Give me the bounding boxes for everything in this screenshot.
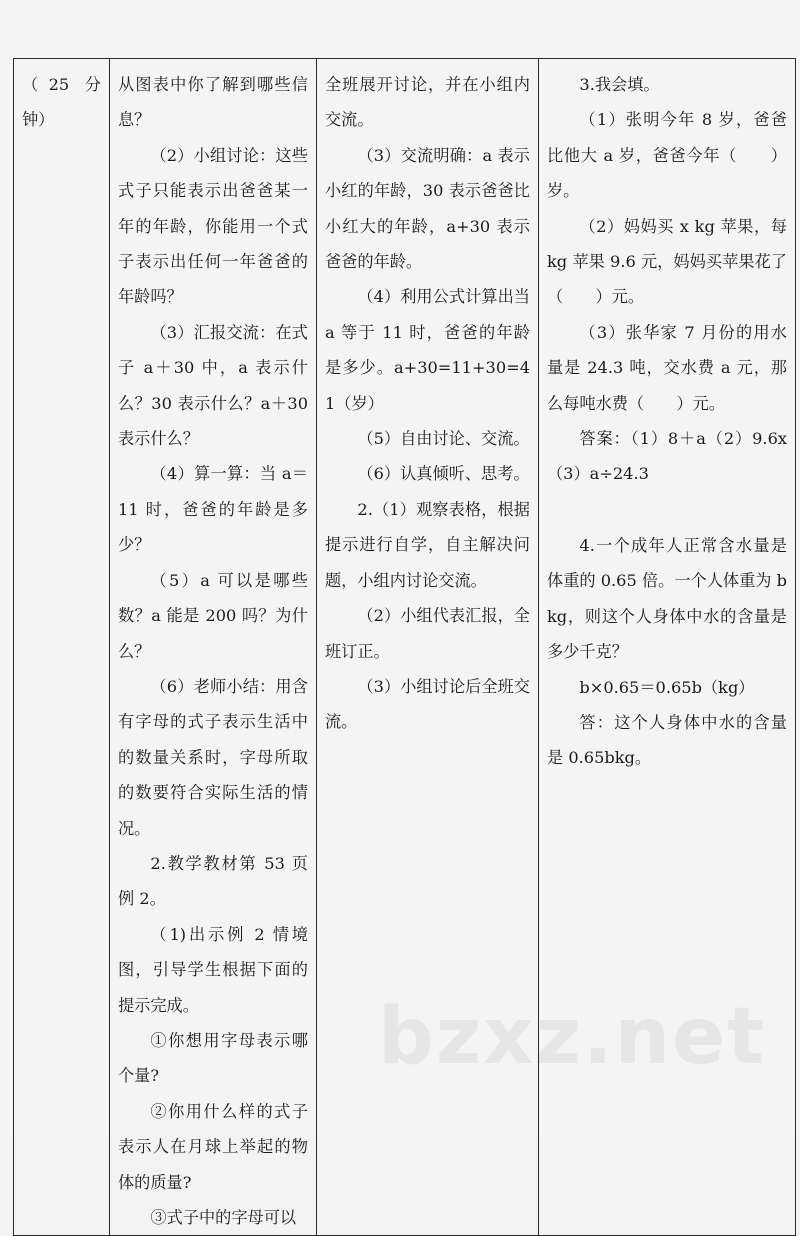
paragraph: （5）a 可以是哪些数？a 能是 200 吗？为什么？ [118, 570, 308, 661]
paragraph: （3）汇报交流：在式子 a＋30 中，a 表示什么？30 表示什么？a＋30 表示什么？ [118, 322, 308, 449]
paragraph: 全班展开讨论，并在小组内交流。 [325, 75, 530, 130]
time-label: （25 分钟） [22, 75, 101, 130]
paragraph: （6）认真倾听、思考。 [357, 464, 530, 484]
paragraph: （1)出示例 2 情境图，引导学生根据下面的提示完成。 [118, 924, 308, 1015]
paragraph: （3）张华家 7 月份的用水量是 24.3 吨，交水费 a 元，那么每吨水费（ ）元。 [547, 322, 787, 413]
watermark: bzxz.net [378, 992, 767, 1082]
paragraph: 4.一个成年人正常含水量是体重的 0.65 倍。一个人体重为 b kg，则这个人身体中水的含量是多少千克？ [547, 535, 787, 662]
paragraph: ①你想用字母表示哪个量? [118, 1030, 308, 1086]
paragraph: （4）利用公式计算出当 a 等于 11 时，爸爸的年龄是多少。a+30=11+30=41（岁） [325, 287, 530, 413]
paragraph: ②你用什么样的式子表示人在月球上举起的物体的质量? [118, 1101, 308, 1192]
paragraph: （2）小组代表汇报，全班订正。 [325, 606, 530, 661]
paragraph: （3）交流明确：a 表示小红的年龄，30 表示爸爸比小红大的年龄，a+30 表示爸爸的年龄。 [325, 145, 530, 272]
table-row [14, 59, 796, 1236]
paragraph: 答案：（1）8＋a（2）9.6x（3）a÷24.3 [547, 429, 787, 484]
paragraph: ③式子中的字母可以 [150, 1208, 297, 1227]
paragraph: 从图表中你了解到哪些信息？ [118, 75, 308, 130]
teacher-activity-cell [110, 59, 317, 1236]
paragraph: （4）算一算：当 a＝11 时，爸爸的年龄是多少？ [118, 464, 308, 555]
lesson-plan-table [13, 58, 796, 1236]
paragraph: 3.我会填。 [579, 75, 660, 94]
paragraph: （6）老师小结：用含有字母的式子表示生活中的数量关系时，字母所取的数要符合实际生活的情况。 [118, 676, 308, 838]
exercise-cell [539, 59, 796, 1236]
time-cell [14, 59, 110, 1236]
paragraph: 答：这个人身体中水的含量是 0.65bkg。 [547, 712, 787, 768]
paragraph: 2.教学教材第 53 页例 2。 [118, 853, 308, 909]
paragraph: （1）张明今年 8 岁，爸爸比他大 a 岁，爸爸今年（ ）岁。 [547, 110, 787, 201]
paragraph: b×0.65＝0.65b（kg） [579, 677, 755, 697]
paragraph: 2.（1）观察表格，根据提示进行自学，自主解决问题，小组内讨论交流。 [325, 499, 530, 590]
paragraph: （3）小组讨论后全班交流。 [325, 676, 530, 732]
paragraph: （2）小组讨论：这些式子只能表示出爸爸某一年的年龄，你能用一个式子表示出任何一年爸爸的年龄吗？ [118, 145, 308, 307]
student-activity-cell [317, 59, 539, 1236]
paragraph: （5）自由讨论、交流。 [357, 429, 530, 449]
paragraph: （2）妈妈买 x kg 苹果，每 kg 苹果 9.6 元，妈妈买苹果花了（ ）元。 [547, 216, 787, 307]
